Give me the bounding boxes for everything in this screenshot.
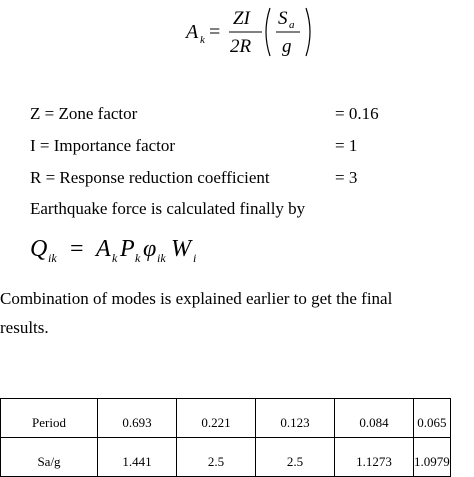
definition-i [30, 136, 175, 156]
row-label-period: Period [1, 399, 98, 438]
formula2-w: W [171, 236, 191, 262]
formula-inner-num-sub: a [289, 19, 295, 31]
right-paren [306, 8, 310, 56]
definition-z-value: = 0.16 [335, 104, 379, 123]
formula-design-acceleration [186, 2, 316, 60]
definition-z-label: Z = Zone factor [30, 104, 138, 123]
formula2-lhs-sub: ik [48, 251, 57, 265]
formula-earthquake-force [30, 226, 220, 270]
formula-lhs: A [186, 21, 199, 43]
table-cell: 0.221 [177, 399, 256, 438]
results-table [0, 398, 451, 477]
table-cell: 1.0979 [414, 438, 451, 477]
table-cell: 1.441 [98, 438, 177, 477]
left-paren [266, 8, 270, 56]
table-cell: 0.693 [98, 399, 177, 438]
formula2-p: P [120, 236, 135, 262]
formula2-a: A [96, 236, 111, 262]
definition-z [30, 104, 137, 124]
definition-r-label: R = Response reduction coefficient [30, 168, 270, 187]
table-row [1, 399, 451, 438]
paragraph-line-1: Combination of modes is explained earlier to get the final [0, 289, 393, 308]
formula-denominator: 2R [230, 36, 252, 57]
row-label-sag: Sa/g [1, 438, 98, 477]
table-row [1, 438, 451, 477]
formula2-a-sub: k [112, 251, 118, 265]
formula-design-acceleration-svg [186, 2, 316, 60]
formula-lhs-sub: k [200, 34, 205, 46]
formula-inner-den: g [282, 36, 292, 57]
formula-earthquake-force-svg [30, 226, 220, 270]
formula-equals: = [209, 21, 221, 43]
definition-i-value: = 1 [335, 136, 358, 155]
formula2-phi: φ [143, 236, 157, 262]
table-cell: 0.123 [256, 399, 335, 438]
formula2-lhs: Q [30, 236, 48, 262]
formula2-equals: = [70, 236, 84, 262]
formula-inner-num: S [278, 8, 288, 29]
table-cell: 0.084 [335, 399, 414, 438]
definition-i-label: I = Importance factor [30, 136, 176, 155]
definition-r [30, 168, 270, 188]
intro-line: Earthquake force is calculated finally by [30, 199, 306, 218]
formula2-w-sub: i [193, 251, 197, 265]
table-cell: 2.5 [177, 438, 256, 477]
table-cell: 1.1273 [335, 438, 414, 477]
definition-r-value: = 3 [335, 168, 358, 187]
formula-numerator: ZI [233, 8, 250, 29]
formula2-phi-sub: ik [157, 251, 166, 265]
paragraph-line-2: results. [0, 318, 49, 337]
table-cell: 2.5 [256, 438, 335, 477]
formula2-p-sub: k [135, 251, 141, 265]
table-cell: 0.065 [414, 399, 451, 438]
